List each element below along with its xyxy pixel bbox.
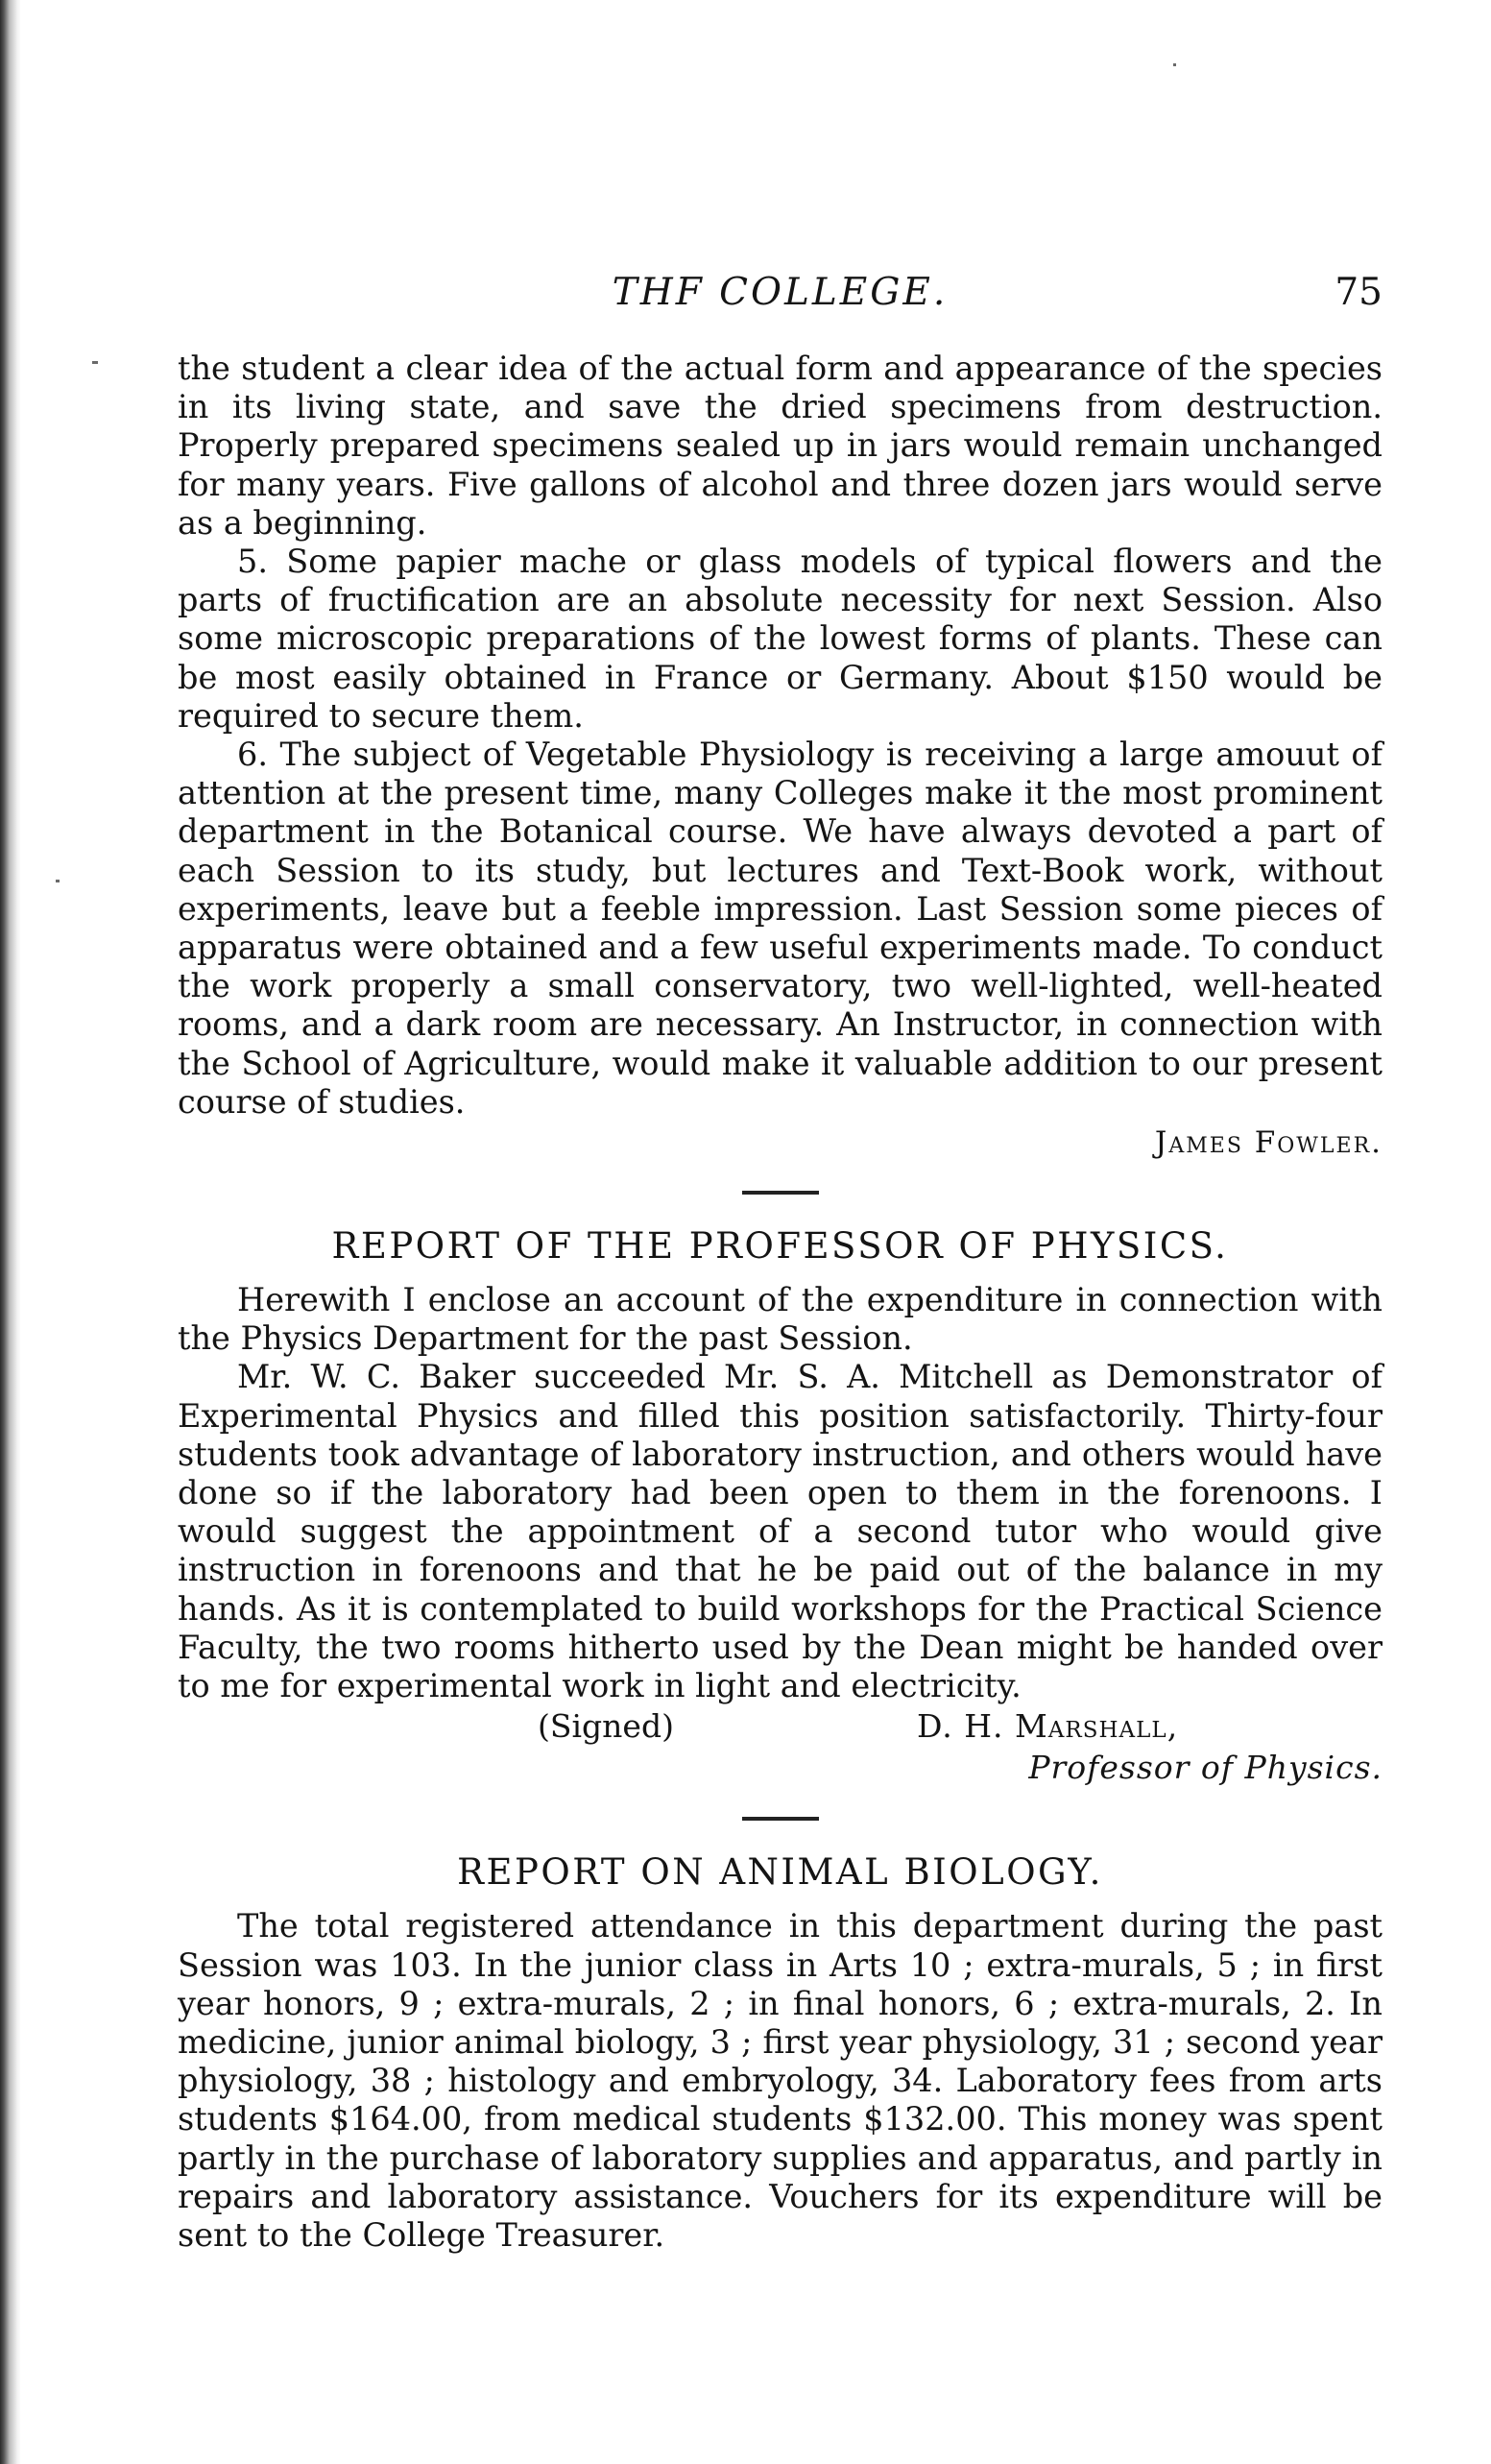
section-divider-2 xyxy=(742,1817,819,1821)
botany-paragraph-2: 5. Some papier mache or glass models of typical flowers and the parts of fructification are an absolute necessity for next Session. Also some microscopic preparations of the lowest forms of plants. These can be most easily obtained in France or Germany. About $150 would be required to secure them. xyxy=(178,543,1383,735)
botany-paragraph-1: the student a clear idea of the actual form and appearance of the species in its living state, and save the dried specimens from destruction. Properly prepared specimens sealed up in jars would remain unchanged for many years. Five gallons of alcohol and three dozen jars would serve as a beginning. xyxy=(178,350,1383,542)
page-number: 75 xyxy=(1335,271,1383,314)
running-title: THF COLLEGE. xyxy=(612,271,949,314)
botany-signature-name: James Fowler. xyxy=(1154,1125,1383,1161)
section-divider-1 xyxy=(742,1191,819,1195)
physics-signature-name: D. H. Marshall, xyxy=(917,1707,1179,1746)
running-head xyxy=(178,271,1383,332)
scan-edge-shadow xyxy=(0,0,21,2464)
physics-paragraph-1: Herewith I enclose an account of the expenditure in connection with the Physics Department for the past Session. xyxy=(178,1281,1383,1358)
scan-mark-middle xyxy=(56,880,60,882)
physics-paragraph-2: Mr. W. C. Baker succeeded Mr. S. A. Mitchell as Demonstrator of Experimental Physics and filled this position satisfactorily. Thirty-four students took advantage of laboratory instruction, and others would have done so if the laboratory had been open to them in the forenoons. I would suggest the appointment of a second tutor who would give instruction in forenoons and that he be paid out of the balance in my hands. As it is contemplated to build workshops for the Practical Science Faculty, the two rooms hitherto used by the Dean might be handed over to me for experimental work in light and electricity. xyxy=(178,1358,1383,1705)
scan-mark-top xyxy=(92,361,98,364)
biology-paragraph-1: The total registered attendance in this department during the past Session was 103. In the junior class in Arts 10 ; extra-murals, 5 ; in first year honors, 9 ; extra-murals, 2 ; in final honors, 6 ; extra-murals, 2. In medicine, junior animal biology, 3 ; first year physiology, 31 ; second year physiology, 38 ; histology and embryology, 34. Laboratory fees from arts students $164.00, from medical students $132.00. This money was spent partly in the purchase of laboratory supplies and apparatus, and partly in repairs and laboratory assistance. Vouchers for its expenditure will be sent to the College Treasurer. xyxy=(178,1907,1383,2254)
signed-label: (Signed) xyxy=(538,1707,674,1746)
physics-report-heading: REPORT OF THE PROFESSOR OF PHYSICS. xyxy=(331,1225,1229,1268)
physics-report-section xyxy=(178,1223,1383,1788)
physics-signature-row xyxy=(178,1707,1383,1748)
botany-report-section xyxy=(178,350,1383,1162)
biology-report-heading: REPORT ON ANIMAL BIOLOGY. xyxy=(457,1851,1103,1894)
biology-report-section xyxy=(178,1849,1383,2255)
scan-mark-corner xyxy=(1173,63,1176,66)
botany-paragraph-3: 6. The subject of Vegetable Physiology is receiving a large amouut of attention at the present time, many Colleges make it the most prominent department in the Botanical course. We have always devoted a part of each Session to its study, but lectures and Text-Book work, without experiments, leave but a feeble impression. Last Session some pieces of apparatus were obtained and a few useful experiments made. To conduct the work properly a small conservatory, two well-lighted, well-heated rooms, and a dark room are necessary. An Instructor, in connection with the School of Agriculture, would make it valuable addition to our present course of studies. xyxy=(178,736,1383,1121)
botany-signature xyxy=(178,1123,1383,1162)
page-content xyxy=(178,271,1383,2255)
physics-signature-title: Professor of Physics. xyxy=(1028,1749,1383,1787)
